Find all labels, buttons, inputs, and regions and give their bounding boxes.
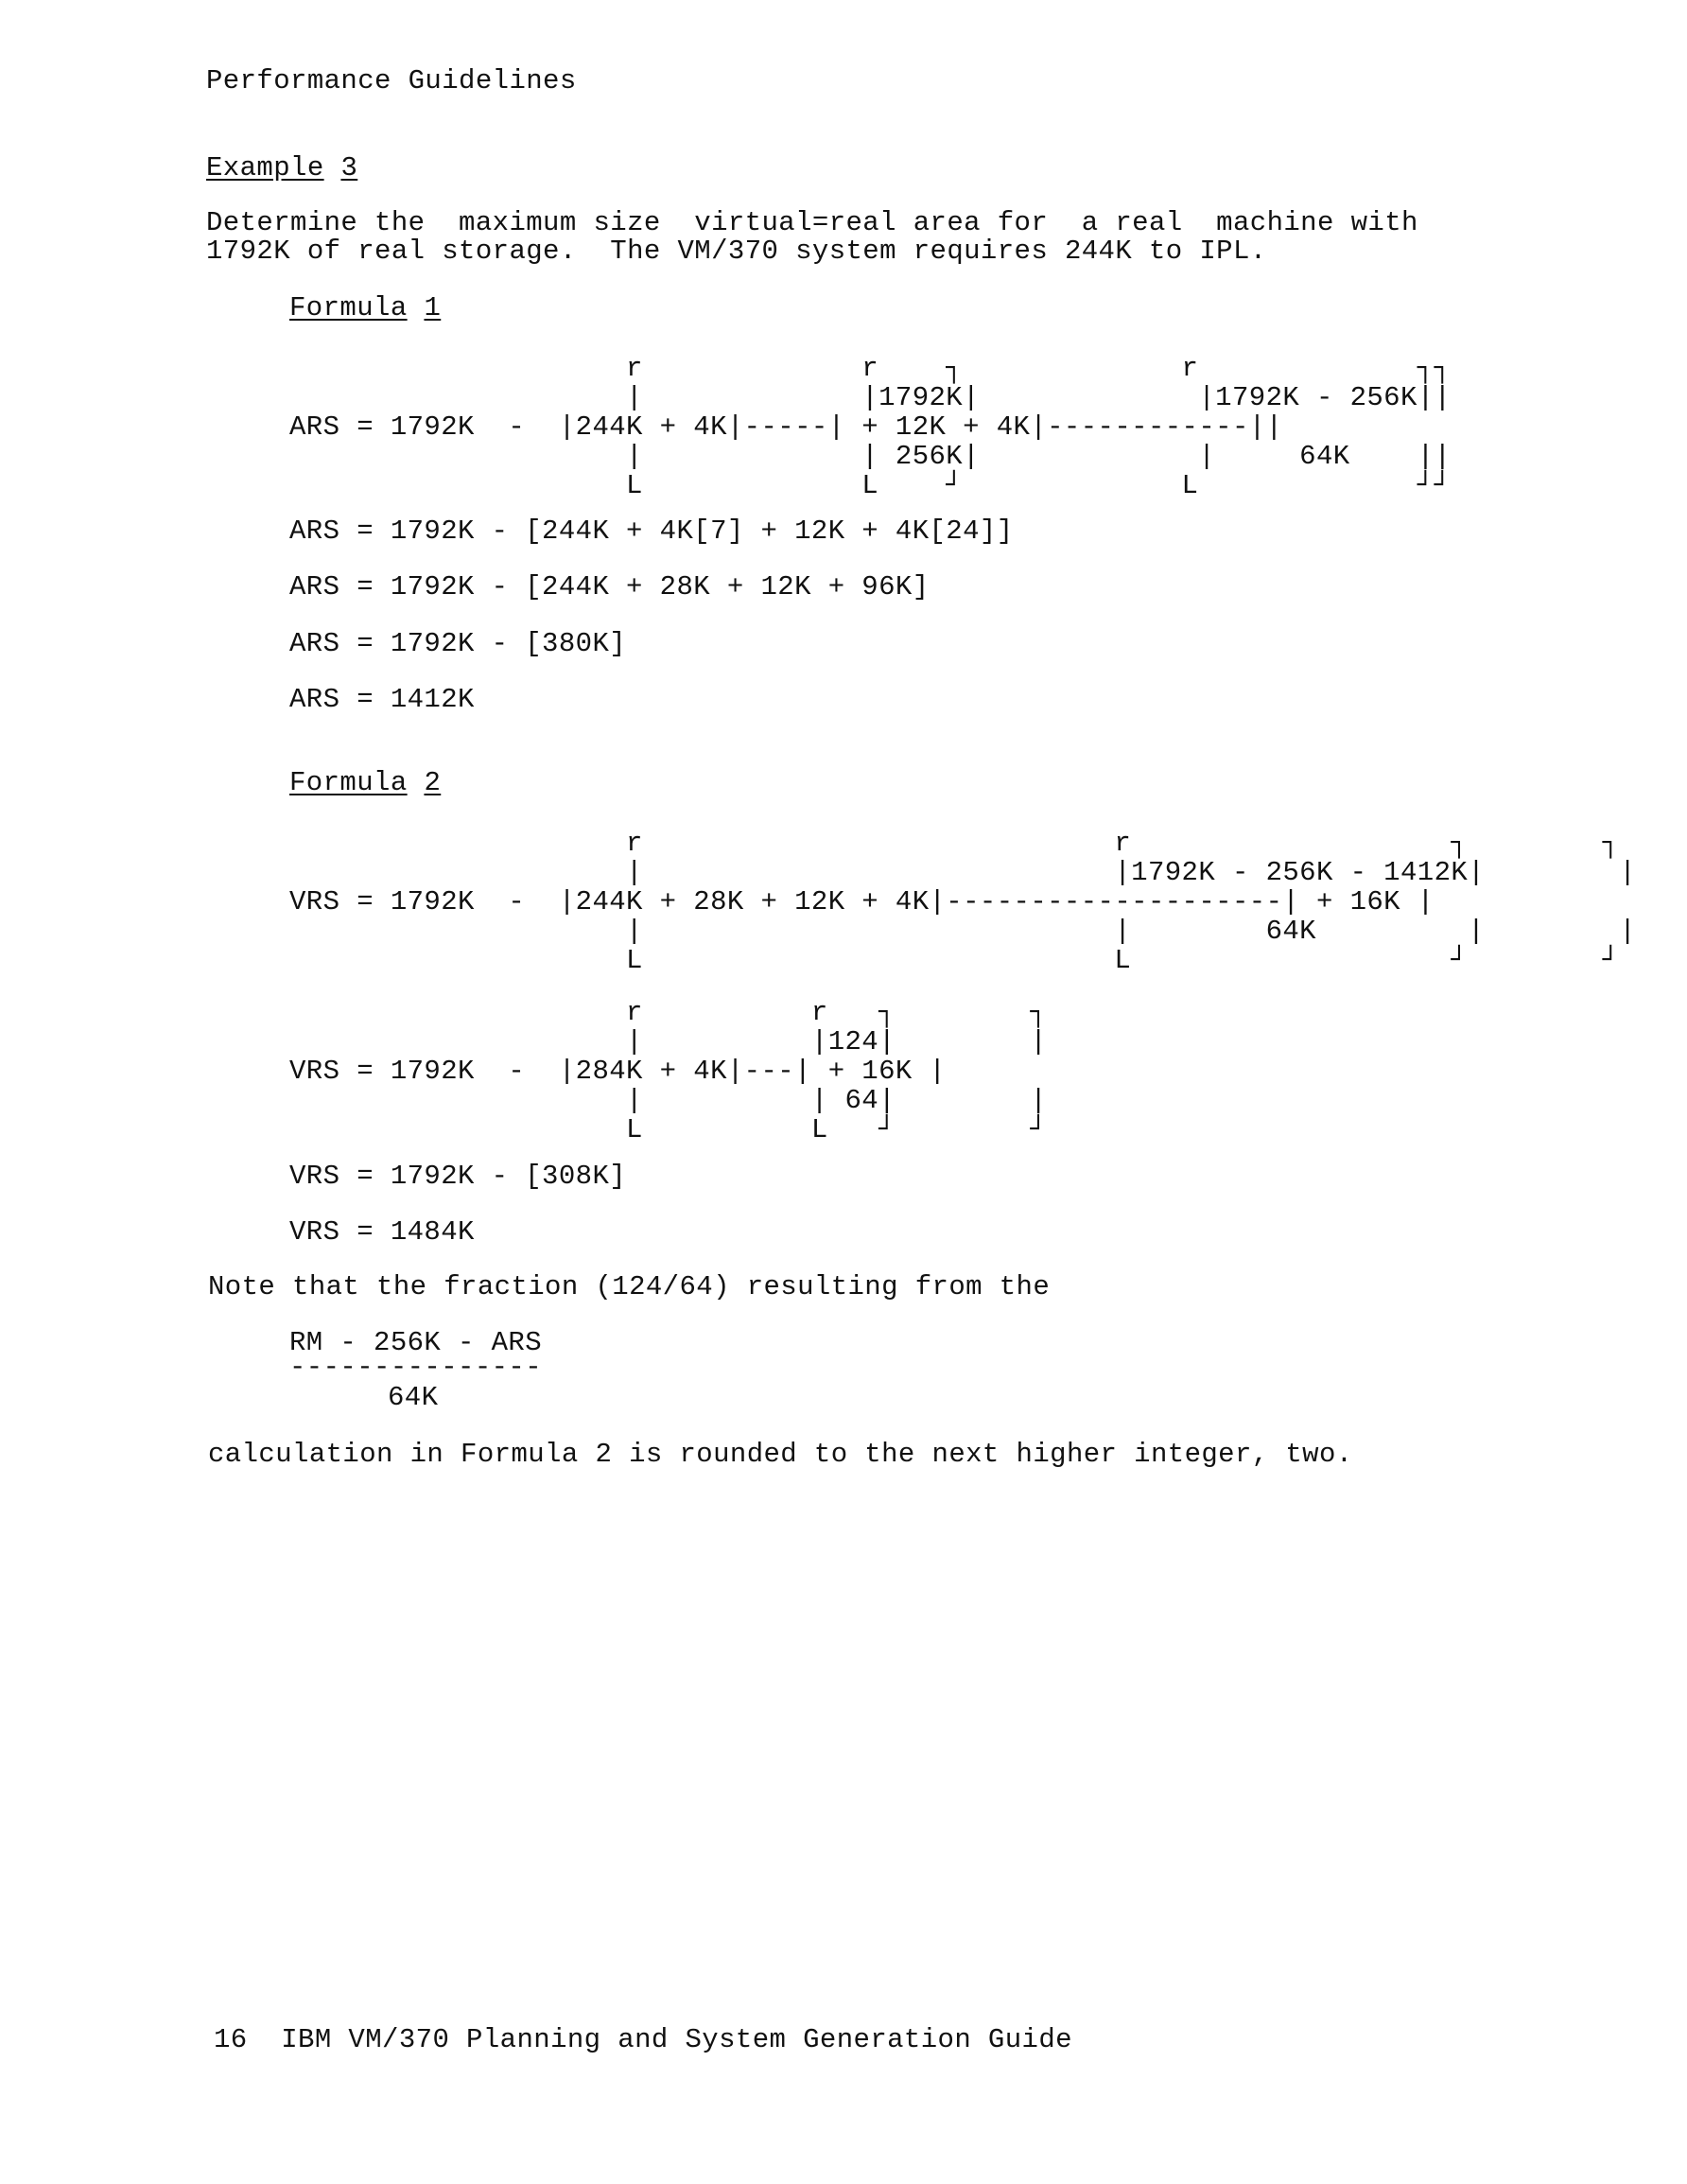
- formula1-step-2: ARS = 1792K - [244K + 28K + 12K + 96K]: [289, 571, 930, 603]
- formula2-heading: [289, 768, 441, 797]
- footer: [214, 2025, 1072, 2054]
- note-line-2: calculation in Formula 2 is rounded to the next higher integer, two.: [208, 1439, 1353, 1470]
- book-title: IBM VM/370 Planning and System Generation Guide: [281, 2024, 1072, 2055]
- formula2-heading-word: Formula: [289, 767, 408, 798]
- formula2-step-1: VRS = 1792K - [308K]: [289, 1161, 627, 1192]
- formula1-step-1: ARS = 1792K - [244K + 4K[7] + 12K + 4K[24]]: [289, 515, 1014, 547]
- note-fraction-denominator: 64K: [388, 1382, 439, 1413]
- note-line-1: Note that the fraction (124/64) resulting from the: [208, 1271, 1051, 1302]
- example-heading-word: Example: [206, 152, 324, 183]
- formula1-heading-word: Formula: [289, 292, 408, 323]
- running-title: Performance Guidelines: [206, 65, 577, 96]
- example-heading: [206, 153, 357, 183]
- formula2-bracket-block-2: r r ┐ ┐ | |124| | VRS = 1792K - |284K + 4K|---| + 16K | | | 64| | L L ┘ ┘: [289, 997, 1048, 1145]
- formula1-step-3: ARS = 1792K - [380K]: [289, 628, 627, 659]
- note-fraction-numerator: RM - 256K - ARS: [289, 1327, 543, 1358]
- formula1-heading: [289, 293, 441, 323]
- formula1-heading-number: 1: [424, 292, 442, 323]
- intro-line-1: Determine the maximum size virtual=real area for a real machine with: [206, 207, 1418, 238]
- example-heading-number: 3: [340, 152, 358, 183]
- formula1-step-4: ARS = 1412K: [289, 684, 475, 715]
- formula2-step-2: VRS = 1484K: [289, 1216, 475, 1248]
- intro-line-2: 1792K of real storage. The VM/370 system requires 244K to IPL.: [206, 236, 1267, 267]
- formula2-heading-number: 2: [424, 767, 442, 798]
- page-number: 16: [214, 2024, 248, 2055]
- formula1-bracket-block: r r ┐ r ┐┐ | |1792K| |1792K - 256K|| ARS = 1792K - |244K + 4K|-----| + 12K + 4K|------------|| | | 256K| | 64K || L L ┘ L ┘┘: [289, 353, 1452, 501]
- formula2-bracket-block-1: r r ┐ ┐ | |1792K - 256K - 1412K| | VRS = 1792K - |244K + 28K + 12K + 4K|--------------------| + 16K | | | 64K | | L L ┘ ┘: [289, 828, 1637, 976]
- note-fraction-bar: ---------------: [289, 1352, 543, 1383]
